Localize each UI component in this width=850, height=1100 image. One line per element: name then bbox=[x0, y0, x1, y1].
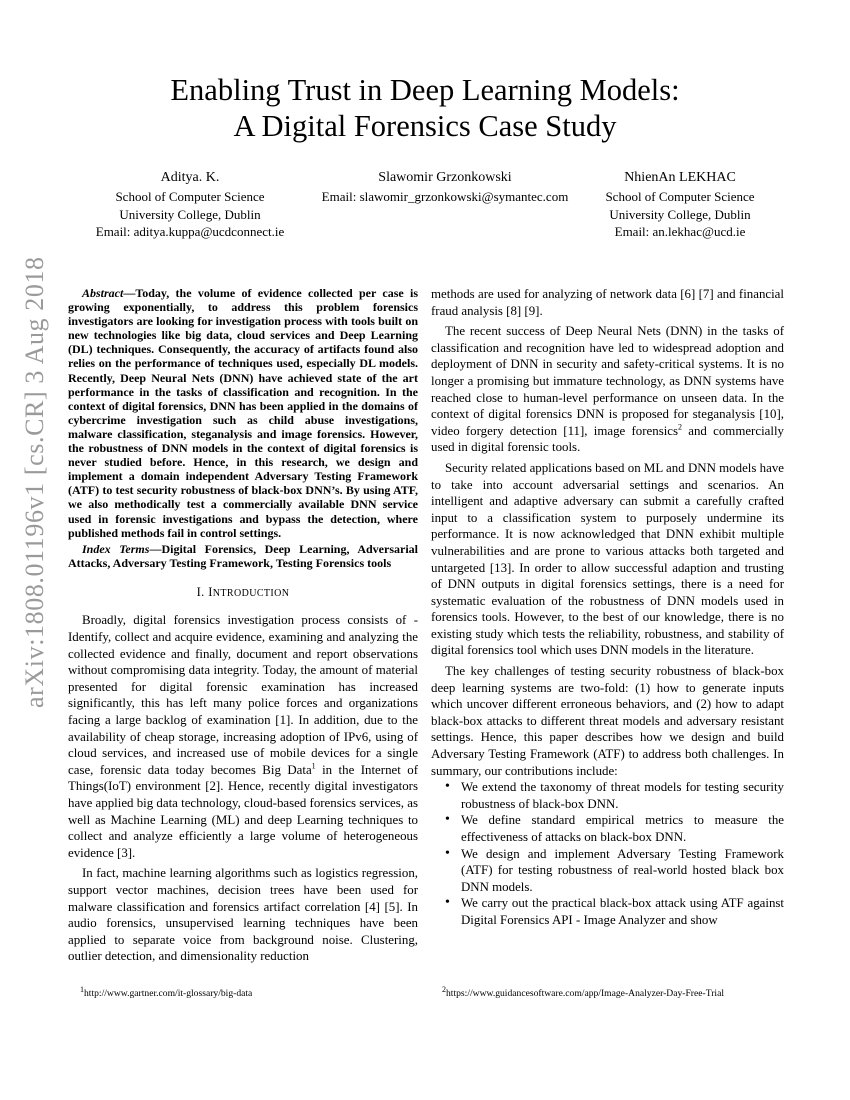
author-affiliation: University College, Dublin bbox=[119, 206, 261, 222]
author-affiliation: University College, Dublin bbox=[609, 206, 751, 222]
author-email: Email: slawomir_grzonkowski@symantec.com bbox=[321, 189, 569, 204]
index-terms bbox=[68, 542, 418, 570]
author-block-1 bbox=[70, 168, 310, 241]
body-paragraph: The recent success of Deep Neural Nets (DNN) in the tasks of classification and recognition have led to widespread adoption and deployment of DNN in security and safety-critical systems. It is no longer a promising but immature technology, as DNN systems have reached close to human-level performance on unseen data. In the context of digital forensics DNN is proposed for steganalysis [10], video forgery detection [11], image forensics$^2$ and commercially used in digital forensic tools. bbox=[431, 324, 784, 455]
body-paragraph: methods are used for analyzing of network data [6] [7] and financial fraud analysis [8] [9]. bbox=[431, 287, 784, 318]
author-block-2 bbox=[300, 168, 590, 206]
author-affiliation: School of Computer Science bbox=[115, 189, 265, 204]
author-email: Email: aditya.kuppa@ucdconnect.ie bbox=[95, 224, 285, 239]
title-line-1: Enabling Trust in Deep Learning Models: bbox=[170, 73, 680, 107]
body-paragraph: Security related applications based on ML and DNN models have to take into account adversarial settings and scenarios. An intelligent and adaptive adversary can submit a carefully crafted input to a classification system to purposely undermine its performance. It is now acknowledged that DNN exhibit multiple vulnerabilities and are prone to various attacks both targeted and untargeted [13]. In order to allow successful adaption and trusting of DNN outputs in digital forensics settings, there is a need for systematic evaluation of the robustness of DNN models used in forensics tools. However, to the best of our knowledge, there is no existing study which tests the reliability, robustness, and stability of digital forensics tool which uses DNN models in the literature. bbox=[431, 460, 784, 658]
author-email: Email: an.lekhac@ucd.ie bbox=[614, 224, 746, 239]
right-column bbox=[431, 286, 784, 929]
footnote-marker: 1 bbox=[311, 761, 316, 771]
author-name: NhienAn LEKHAC bbox=[624, 170, 736, 185]
title-line-2: A Digital Forensics Case Study bbox=[233, 109, 617, 143]
abstract-label: Abstract bbox=[82, 286, 124, 300]
author-name: Aditya. K. bbox=[160, 170, 220, 185]
index-terms-label: Index Terms bbox=[82, 541, 150, 556]
footnote-1: $^1$http://www.gartner.com/it-glossary/big-data bbox=[80, 984, 253, 999]
author-name: Slawomir Grzonkowski bbox=[378, 170, 512, 185]
list-item: • We carry out the practical black-box attack using ATF against Digital Forensics API - Image Analyzer and show bbox=[461, 895, 784, 928]
author-affiliation: School of Computer Science bbox=[605, 189, 755, 204]
footnote-link[interactable]: https://www.guidancesoftware.com/app/Image-Analyzer-Day-Free-Trial bbox=[446, 988, 725, 999]
footnote-marker: 2 bbox=[678, 422, 683, 432]
abstract bbox=[68, 286, 418, 540]
footnote-2: $^2$https://www.guidancesoftware.com/app/Image-Analyzer-Day-Free-Trial bbox=[442, 984, 725, 999]
abstract-text: —Today, the volume of evidence collected per case is growing exponentially, to address this problem forensics investigators are looking for investigation process with tools built on new technologies like big data, cloud services and Deep Learning (DL) techniques. Consequently, the accuracy of artifacts found also relies on the performance of techniques used, especially DL models. Recently, Deep Neural Nets (DNN) have achieved state of the art performance in the tasks of classification and recognition. In the context of digital forensics, DNN has been applied in the domains of cybercrime investigation such as child abuse investigations, malware classification, steganalysis and image forensics. However, the robustness of DNN models in the context of digital forensics is never studied before. Hence, in this research, we design and implement a domain independent Adversary Testing Framework (ATF) to test security robustness of black-box DNN’s. By using ATF, we also methodically test a commercially available DNN service used in forensic investigations and bypass the detection, where published methods fail in control settings. bbox=[68, 286, 418, 540]
list-item: • We define standard empirical metrics to measure the effectiveness of attacks on black-box DNN. bbox=[461, 812, 784, 845]
list-item: • We extend the taxonomy of threat models for testing security robustness of black-box DNN. bbox=[461, 779, 784, 812]
body-paragraph: In fact, machine learning algorithms such as logistics regression, support vector machines, decision trees have been used for malware classification and forensics artifact correlation [4] [5]. In audio forensics, unsupervised learning techniques have been applied to separate voice from background noise. Clustering, outlier detection, and dimensionality reduction bbox=[68, 866, 418, 964]
footnote-link[interactable]: http://www.gartner.com/it-glossary/big-data bbox=[84, 988, 253, 999]
paper-title bbox=[60, 72, 790, 144]
contributions-list bbox=[431, 779, 784, 928]
left-column bbox=[68, 286, 418, 965]
author-block-3 bbox=[575, 168, 785, 241]
body-paragraph: Broadly, digital forensics investigation process consists of - Identify, collect and acquire evidence, examining and analyzing the collected evidence and finally, document and report observations without compromising data integrity. Today, the amount of material presented for digital forensic examination has increased significantly, this has left many police forces and organizations facing a large backlog of examination [1]. In addition, due to the availability of cheap storage, increasing adoption of IPv6, using of cloud services, and increased use of mobile devices for a single case, forensic data today becomes Big Data$^1$ in the Internet of Things(IoT) environment [2]. Hence, recently digital investigators have applied big data technology, cloud-based forensics services, as well as Machine Learning (ML) and deep Learning techniques to collect and analyze efficiently a large volume of heterogeneous evidence [3]. bbox=[68, 613, 418, 860]
arxiv-identifier: arXiv:1808.01196v1 [cs.CR] 3 Aug 2018 bbox=[20, 256, 49, 708]
index-terms-text: —Digital Forensics, Deep Learning, Adversarial Attacks, Adversary Testing Framework, Testing Forensics tools bbox=[68, 541, 418, 570]
section-heading-introduction: I. INTRODUCTION bbox=[196, 584, 290, 599]
body-paragraph: The key challenges of testing security robustness of black-box deep learning systems are two-fold: (1) how to generate inputs which uncover different erroneous behaviors, and (2) how to adapt black-box attacks to different threat models and adversary resistant settings. Hence, this paper describes how we design and build Adversary Testing Framework (ATF) to address both challenges. In summary, our contributions include: bbox=[431, 664, 784, 778]
list-item: • We design and implement Adversary Testing Framework (ATF) for testing robustness of real-world hosted black box DNN models. bbox=[461, 846, 784, 896]
